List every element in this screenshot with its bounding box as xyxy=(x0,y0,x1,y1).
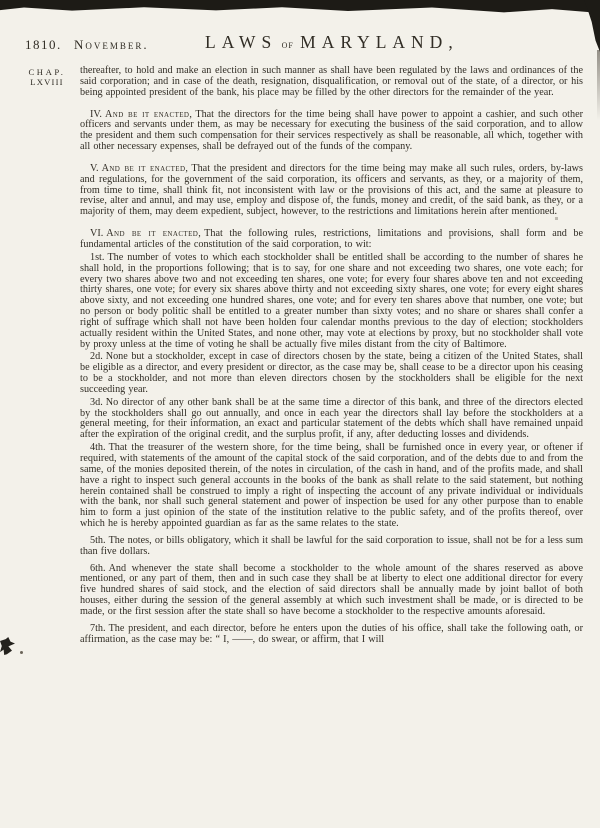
chapter-label: CHAP. xyxy=(28,67,66,77)
page-title xyxy=(205,32,459,53)
page-year: 1810. xyxy=(25,37,62,52)
ink-blot-mark xyxy=(0,637,15,655)
paragraph-lead: 4th. xyxy=(90,442,106,454)
paragraph-lead: 3d. xyxy=(90,396,103,408)
enacted-clause: And be it enacted, xyxy=(101,162,189,174)
paragraph-section-iv xyxy=(80,110,583,153)
paragraph-article-6th xyxy=(80,564,583,618)
paragraph-text: The president, and each director, before he enters upon the duties of his office, shall take the following oath, or affirmation, as the case may be: “ I, ——, do swear, or affirm, that I will xyxy=(80,622,583,645)
enacted-clause: And be it enacted, xyxy=(106,228,202,240)
paragraph-article-2d xyxy=(80,352,583,395)
page-dateline xyxy=(25,37,149,53)
paragraph-text: That the directors for the time being shall have power to appoint a cashier, and such other officers and servants under them, as may be necessary for executing the business of the said corporation, and to allow the president and them such compensation for their services respectively as shall be reasonable, all which, together with all other necessary expenses, shall be defrayed out of the funds of the company. xyxy=(80,108,583,153)
paragraph-text: The notes, or bills obligatory, which it shall be lawful for the said corporation to issue, shall not be for a less sum than five dollars. xyxy=(80,534,583,557)
paragraph-text: That the treasurer of the western shore, for the time being, shall be furnished once in every year, or oftener if required, with statements of the amount of the capital stock of the said corporation, and of the debts due to and from the same, of the monies deposited therein, of the notes in circulation, of the cash in hand, and of the profits made, and shall have a right to inspect such general accounts in the books of the bank as shall relate to the said statement, but nothing herein contained shall be construed to imply a right of inspecting the account of any private individual or individuals with the bank, nor shall such general statement and power of inspection be used for any other purpose than to enable him to form a just opinion of the state of the institution relative to the public safety, and of the profits thereof, over which he is hereby appointed guardian as far as the same relates to the state. xyxy=(80,442,583,530)
paragraph-lead: 5th. xyxy=(90,534,106,546)
paragraph-text: None but a stockholder, except in case of directors chosen by the state, being a citizen of the United States, shall be eligible as a director, and every president or director, as the case may be, shall cease to be a director upon his ceasing to be a stockholder, and not more than eleven directors chosen by the stockholders shall be eligible for the next succeeding year. xyxy=(80,351,583,395)
paragraph-text: thereafter, to hold and make an election in such manner as shall have been regulated by the laws and ordinances of the said corporation; and in case of the death, resignation, disqualification, or removal out of the state, of a director, or his being appointed president of the bank, his place may be filled by the other directors for the remainder of the year. xyxy=(80,65,583,98)
scan-specks xyxy=(0,0,1,1)
paragraph-lead: 6th. xyxy=(90,562,106,574)
title-of: of xyxy=(281,37,294,51)
paragraph-text: The number of votes to which each stockholder shall be entitled shall be according to the number of shares he shall hold, in the proportions following; that is to say, for one share and not exceeding two shares, one vote each; for every two shares above two and not exceeding ten shares, one vote; for every four shares above ten and not exceeding thirty shares, one vote; for every six shares above thirty and not exceeding sixty shares, one vote; for every eight shares above sixty, and not exceeding one hundred shares, one vote; and for every ten shares above that number, one vote; but no person or body politic shall be entitled to a greater number than sixty votes; and no share or shares shall confer a right of suffrage which shall not have been holden four calendar months previous to the day of election; stockholders actually resident within the United States, and none other, may vote at elections by proxy, but no stockholder shall vote by proxy unless at the time of voting he shall be actually five miles distant from the city of Baltimore. xyxy=(80,251,583,350)
paragraph-section-vi xyxy=(80,229,583,251)
title-maryland: MARYLAND, xyxy=(300,32,459,52)
paragraph-article-7th xyxy=(80,624,583,646)
paragraph-article-4th xyxy=(80,443,583,530)
paragraph-lead: 2d. xyxy=(90,351,103,363)
paragraph-text: And whenever the state shall become a stockholder to the whole amount of the shares reserved as above mentioned, or any part of them, then and in such case they shall be at liberty to elect one additional director for every five hundred shares of said stock, and the election of said directors shall be annually made by joint ballot of both houses, either during the session of the general assembly at which such investment shall be made, or is directed to be made, or the first session after the state shall so have become a stockholder to the respective amounts aforesaid. xyxy=(80,562,583,617)
paragraph-text: That the following rules, restrictions, limitations and provisions, shall form and be fundamental articles of the constitution of the said corporation, to wit: xyxy=(80,228,583,250)
paragraph-article-5th xyxy=(80,536,583,558)
paragraph-section-v xyxy=(80,164,583,218)
ink-dot-mark xyxy=(20,651,23,654)
paragraph-text: That the president and directors for the time being may make all such rules, orders, by-laws and regulations, for the government of the said corporation, its officers and servants, as they, or a majority of them, from time to time, shall think fit, not inconsistent with law or the provisions of this act, and the same at pleasure to revise, alter and annul, and may use, employ and dispose of, the funds, money and credit, of the said bank, as they, or a majority of them, may deem expedient, subject, however, to the restrictions and limitations herein after mentioned. xyxy=(80,162,583,218)
body-text-column xyxy=(80,66,583,646)
enacted-clause: And be it enacted, xyxy=(104,108,193,120)
chapter-marginal xyxy=(18,67,76,87)
paragraph-article-1st xyxy=(80,253,583,351)
paragraph-lead: 1st. xyxy=(90,251,105,263)
scan-edge-top xyxy=(0,0,600,13)
paragraph-lead: IV. xyxy=(90,108,102,120)
title-laws: LAWS xyxy=(205,32,278,52)
paragraph-lead: 7th. xyxy=(90,622,106,634)
chapter-number: LXVIII xyxy=(30,77,64,87)
paragraph-lead: V. xyxy=(90,162,99,174)
paragraph-lead: VI. xyxy=(90,228,104,240)
paragraph-text: No director of any other bank shall be at the same time a director of this bank, and three of the directors elected by the stockholders shall go out annually, and once in each year the directors shall lay before the stockholders at a general meeting, for their information, an exact and particular statement of the debts which shall have remained unpaid after the expiration of the original credit, and the surplus profit, if any, after deducting losses and dividends. xyxy=(80,396,583,441)
paragraph-continuation xyxy=(80,66,583,99)
page-month: November. xyxy=(74,37,149,52)
paragraph-article-3d xyxy=(80,398,583,441)
